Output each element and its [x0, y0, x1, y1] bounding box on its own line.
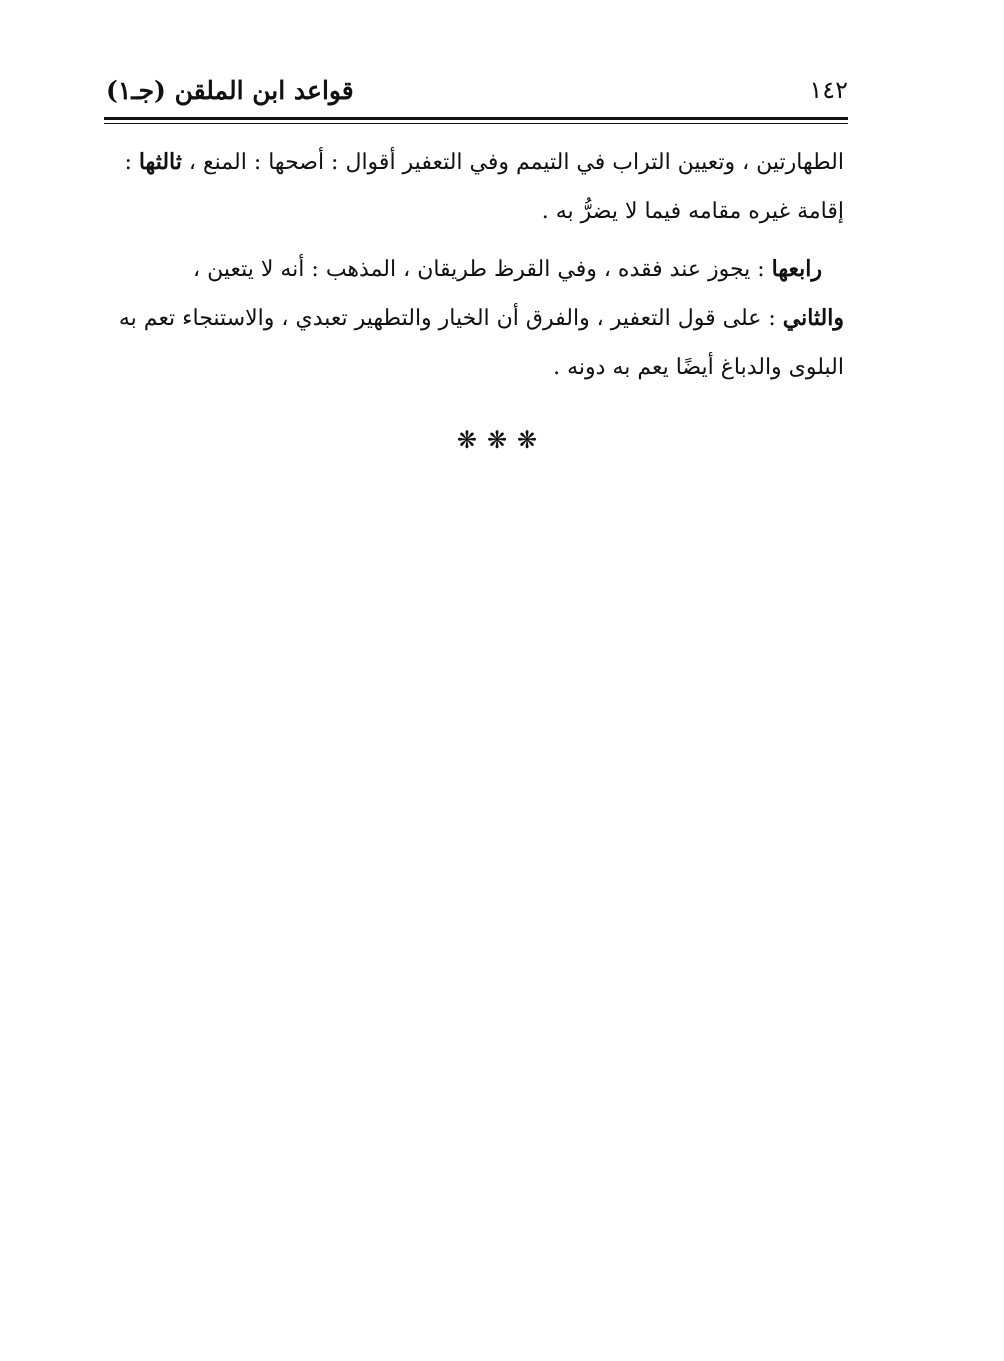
- header-rule-thin: [104, 123, 848, 124]
- text-segment: :: [124, 150, 139, 175]
- bold-term-rabiuha: رابعها: [771, 256, 822, 282]
- text-segment: : على قول التعفير ، والفرق أن الخيار والتطهير تعبدي ، والاستنجاء تعم به: [118, 306, 783, 331]
- page-header: [106, 70, 848, 110]
- header-rule-thick: [104, 117, 848, 120]
- paragraph-1-line-1: [124, 150, 844, 175]
- paragraph-2-line-2: [119, 306, 844, 331]
- paragraph-2-line-1: [193, 257, 844, 282]
- text-segment: : يجوز عند فقده ، وفي القرظ طريقان ، المذهب : أنه لا يتعين ،: [193, 257, 772, 282]
- bold-term-thalithuha: ثالثها: [138, 149, 182, 175]
- bold-term-wathani: والثاني: [782, 305, 844, 331]
- text-segment: الطهارتين ، وتعيين التراب في التيمم وفي التعفير أقوال : أصحها : المنع ،: [181, 150, 844, 175]
- body-text: [104, 138, 844, 392]
- paragraph-1: [104, 138, 844, 236]
- paragraph-2-line-3: البلوى والدباغ أيضًا يعم به دونه .: [553, 355, 844, 380]
- page-number: ١٤٢: [809, 76, 848, 104]
- paragraph-2: [104, 245, 844, 392]
- section-end-ornament: ❋❋❋: [456, 426, 548, 454]
- paragraph-1-line-2: إقامة غيره مقامه فيما لا يضرُّ به .: [541, 199, 844, 224]
- running-title: قواعد ابن الملقن (جـ١): [106, 75, 354, 105]
